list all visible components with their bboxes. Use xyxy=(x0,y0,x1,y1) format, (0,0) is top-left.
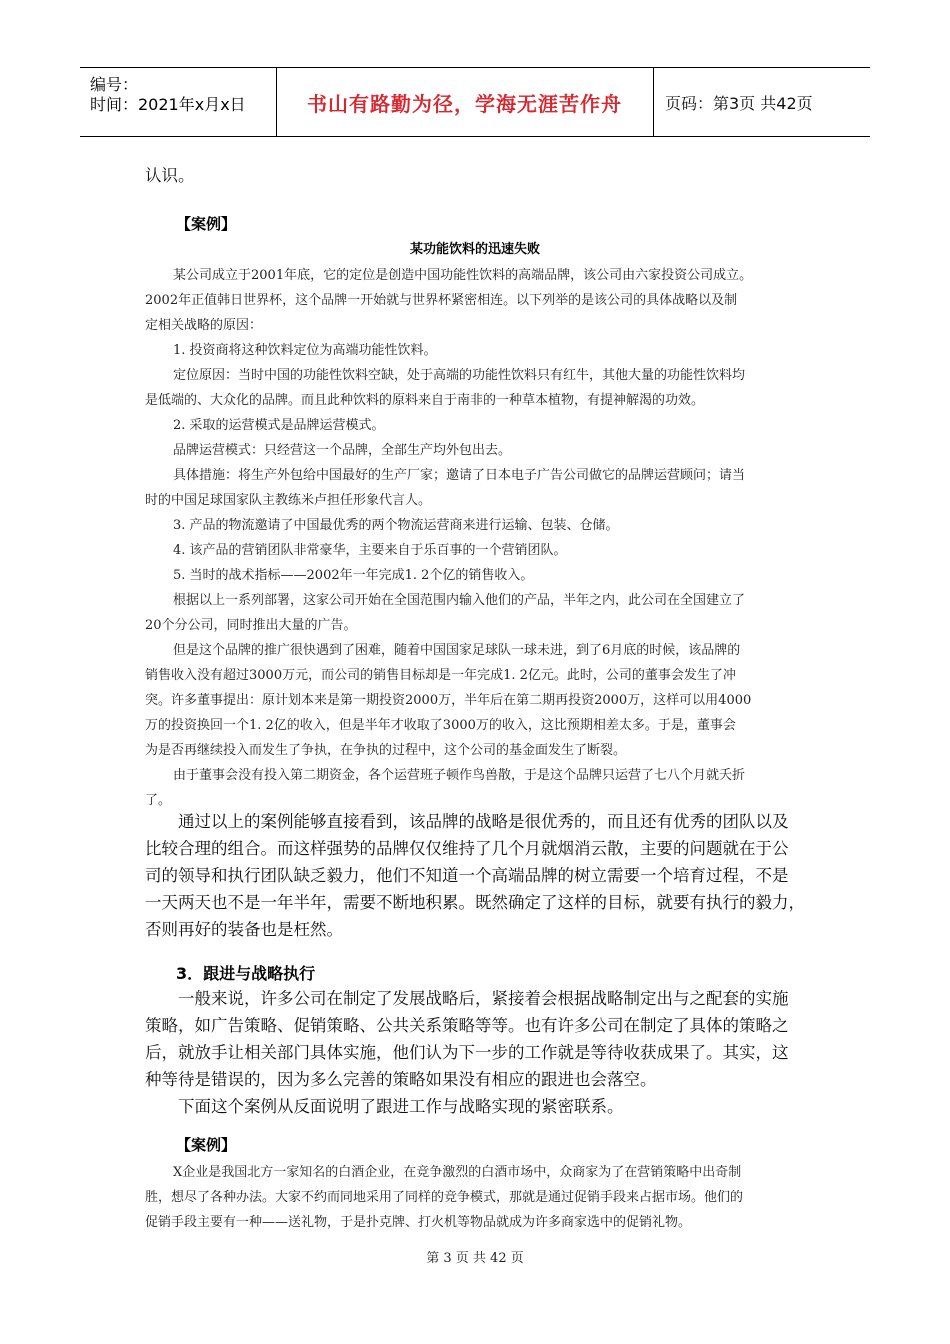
page-footer: 第 3 页 共 42 页 xyxy=(426,1251,524,1266)
case1-line: 定相关战略的原因： xyxy=(145,318,263,333)
case1-line: 销售收入没有超过3000万元，而公司的销售目标却是一年完成1. 2亿元。此时，公司的董事会发生了冲 xyxy=(145,668,736,683)
case1-line: 是低端的、大众化的品牌。而且此种饮料的原料来自于南非的一种草本植物，有提神解渴的功效。 xyxy=(145,393,705,408)
case1-line: 由于董事会没有投入第二期资金，各个运营班子顿作鸟兽散，于是这个品牌只运营了七八个月就夭折 xyxy=(173,768,746,783)
section3-line: 下面这个案例从反面说明了跟进工作与战略实现的紧密联系。 xyxy=(178,1097,624,1116)
case1-title: 某功能饮料的迅速失败 xyxy=(409,242,540,257)
case1-line: 万的投资换回一个1. 2亿的收入，但是半年才收取了3000万的收入，这比预期相差太多。于是，董事会 xyxy=(145,718,736,733)
intro-tail-text: 认识。 xyxy=(145,166,195,185)
analysis-line: 一天两天也不是一年半年，需要不断地积累。既然确定了这样的目标，就要有执行的毅力， xyxy=(145,893,805,912)
case1-line: 根据以上一系列部署，这家公司开始在全国范围内输入他们的产品，半年之内，此公司在全国建立了 xyxy=(173,593,746,608)
section3-line: 后，就放手让相关部门具体实施，他们认为下一步的工作就是等待收获成果了。其实，这 xyxy=(145,1043,789,1062)
section3-line: 种等待是错误的，因为多么完善的策略如果没有相应的跟进也会落空。 xyxy=(145,1070,657,1089)
header-meta-cell xyxy=(80,68,277,136)
analysis-line: 通过以上的案例能够直接看到，该品牌的战略是很优秀的，而且还有优秀的团队以及 xyxy=(178,812,789,831)
case1-line: 2. 采取的运营模式是品牌运营模式。 xyxy=(173,418,385,433)
case1-line: 时的中国足球国家队主教练米卢担任形象代言人。 xyxy=(145,493,432,508)
case1-label: 【案例】 xyxy=(176,215,237,233)
case1-line: 突。许多董事提出：原计划本来是第一期投资2000万，半年后在第二期再投资2000万，这样可以用4000 xyxy=(145,693,752,708)
case1-line: 定位原因：当时中国的功能性饮料空缺，处于高端的功能性饮料只有红牛，其他大量的功能性饮料均 xyxy=(173,368,746,383)
analysis-line: 比较合理的组合。而这样强势的品牌仅仅维持了几个月就烟消云散，主要的问题就在于公 xyxy=(145,839,789,858)
analysis-line: 否则再好的装备也是枉然。 xyxy=(145,920,343,939)
header-motto-cell xyxy=(276,68,654,136)
case1-line: 5. 当时的战术指标——2002年一年完成1. 2个亿的销售收入。 xyxy=(173,568,534,583)
header-page-info: 页码：第3页 共42页 xyxy=(665,93,813,113)
case1-line: 2002年正值韩日世界杯，这个品牌一开始就与世界杯紧密相连。以下列举的是该公司的具体战略以及制 xyxy=(145,293,738,308)
header-number-label: 编号： xyxy=(90,75,139,94)
case1-line: 20个分公司，同时推出大量的广告。 xyxy=(145,618,357,633)
case2-line: 胜，想尽了各种办法。大家不约而同地采用了同样的竞争模式，那就是通过促销手段来占据市场。他们的 xyxy=(145,1190,744,1205)
case1-line: 4. 该产品的营销团队非常豪华，主要来自于乐百事的一个营销团队。 xyxy=(173,543,567,558)
case1-line: 某公司成立于2001年底，它的定位是创造中国功能性饮料的高端品牌，该公司由六家投资公司成立。 xyxy=(173,268,753,283)
case1-line: 3. 产品的物流邀请了中国最优秀的两个物流运营商来进行运输、包装、仓储。 xyxy=(173,518,619,533)
case1-line: 具体措施：将生产外包给中国最好的生产厂家；邀请了日本电子广告公司做它的品牌运营顾问；请当 xyxy=(173,468,746,483)
case1-line: 了。 xyxy=(145,793,172,808)
case1-line: 品牌运营模式：只经营这一个品牌，全部生产均外包出去。 xyxy=(173,443,512,458)
header-date: 时间：2021年x月x日 xyxy=(90,95,246,114)
section3-heading: 3．跟进与战略执行 xyxy=(176,964,316,983)
header-motto: 书山有路勤为径，学海无涯苦作舟 xyxy=(307,91,622,116)
case1-line: 但是这个品牌的推广很快遇到了困难，随着中国国家足球队一球未进，到了6月底的时候，该品牌的 xyxy=(173,643,741,658)
section3-line: 策略，如广告策略、促销策略、公共关系策略等等。也有许多公司在制定了具体的策略之 xyxy=(145,1016,789,1035)
header-page-cell xyxy=(653,68,870,136)
case2-line: X企业是我国北方一家知名的白酒企业，在竞争激烈的白酒市场中，众商家为了在营销策略中出奇制 xyxy=(173,1165,742,1180)
case1-line: 为是否再继续投入而发生了争执，在争执的过程中，这个公司的基金面发生了断裂。 xyxy=(145,743,627,758)
case2-line: 促销手段主要有一种——送礼物，于是扑克牌、打火机等物品就成为许多商家选中的促销礼物。 xyxy=(145,1215,692,1230)
case2-label: 【案例】 xyxy=(176,1136,237,1154)
page-header xyxy=(80,67,870,137)
analysis-line: 司的领导和执行团队缺乏毅力，他们不知道一个高端品牌的树立需要一个培育过程，不是 xyxy=(145,866,789,885)
case1-line: 1. 投资商将这种饮料定位为高端功能性饮料。 xyxy=(173,343,437,358)
section3-line: 一般来说，许多公司在制定了发展战略后，紧接着会根据战略制定出与之配套的实施 xyxy=(178,989,789,1008)
